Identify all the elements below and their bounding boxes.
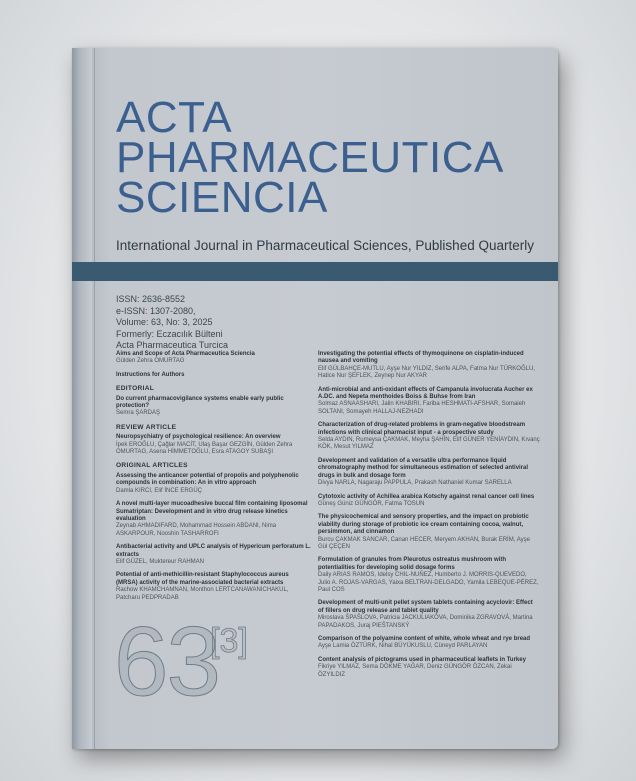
toc-entry-title: Development of multi-unit pellet system tablets containing acyclovir: Effect of fillers on drug release and tablet quality xyxy=(318,600,533,614)
toc-entry xyxy=(116,372,312,379)
toc-entry-title: Neuropsychiatry of psychological resilience: An overview xyxy=(116,434,281,441)
journal-title xyxy=(116,93,504,222)
toc-entry xyxy=(116,473,312,495)
toc-section-heading: ORIGINAL ARTICLES xyxy=(116,462,188,470)
toc-entry-authors: Gülden Zehra OMURTAG xyxy=(116,358,185,365)
toc-entry-title: Assessing the anticancer potential of propolis and polyphenolic compounds in combination: An in vitro approach xyxy=(116,472,299,487)
toc-entry xyxy=(318,494,540,509)
toc-entry xyxy=(318,514,540,551)
toc-entry xyxy=(116,572,312,602)
toc-entry-title: Comparison of the polyamine content of white, whole wheat and rye bread xyxy=(318,636,531,642)
eissn: e-ISSN: 1307-2080, xyxy=(116,305,196,316)
toc-entry xyxy=(318,600,540,630)
volume-info: Volume: 63, No: 3, 2025 xyxy=(116,317,213,327)
toc-entry-title: Potential of anti-methicillin-resistant Staphylococcus aureus (MRSA) activity of the marine-associated bacterial extracts xyxy=(116,572,289,586)
title-line-3: SCIENCIA xyxy=(116,173,328,222)
toc-entry-authors: Fikriye YILMAZ, Sema DÖKME YAĞAR, Deniz GÜNGÖR ÖZCAN, Zekai ÖZYILDIZ xyxy=(318,664,512,678)
title-line-2: PHARMACEUTICA xyxy=(116,133,504,182)
toc-entry xyxy=(318,351,540,381)
former-name: Acta Pharmaceutica Turcica xyxy=(116,340,229,350)
toc-entry-authors: Selda AYDIN, Rumeysa ÇAKMAK, Meyha ŞAHİN, Elif GÜNER YENİAYDIN, Kıvanç KÖK, Mesut YILMAZ xyxy=(318,437,540,451)
toc-entry-authors: Rachow KHAMCHAMNAN, Monthon LERTCANAWANICHAKUL, Patcharu PEDPRADAB xyxy=(116,587,289,601)
toc-entry-title: Cytotoxic activity of Achillea arabica Kotschy against renal cancer cell lines xyxy=(318,493,535,500)
toc-entry-title: Development and validation of a versatile ultra performance liquid chromatography method for simultaneous estimation of selected antiviral drugs in bulk and dosage form xyxy=(318,457,529,479)
issue-number: [3] xyxy=(210,622,248,660)
toc-entry xyxy=(116,396,312,418)
toc-entry-authors: Semra ŞARDAŞ xyxy=(116,410,161,417)
issn: ISSN: 2636-8552 xyxy=(116,294,186,304)
toc-entry-authors: Divya NARLA, Nagaraju PAPPULA, Prakash Nathaniel Kumar SARELLA xyxy=(318,480,512,487)
toc-entry xyxy=(116,501,312,538)
toc-entry-title: Formulation of granules from Pleurotus ostreatus mushroom with potentialities for developing solid dosage forms xyxy=(318,557,507,571)
toc-entry-authors: İpek EROĞLU, Çağlar MACİT, Ulaş Başar GEZGİN, Gülden Zehra OMURTAG, Asena HİMMETOĞLU, Esra ATAGOY SUBAŞI xyxy=(116,441,293,456)
toc-entry-title: A novel multi-layer mucoadhesive buccal film containing liposomal Sumatriptan: Development and in vitro drug release kinetics evaluation xyxy=(116,501,308,522)
toc-entry-authors: Zeynab AHMADIFARD, Mohammad Hossein ABDANI, Nima ASKARPOUR, Nooshin TASHARROFI xyxy=(116,523,277,537)
toc-entry-authors: Ayşe Lamia ÖZTÜRK, Nihal BÜYÜKUSLU, Cüneyd PARLAYAN xyxy=(318,643,488,650)
toc-entry-title: The physicochemical and sensory properties, and the impact on probiotic viability during storage of probiotic ice cream containing cocoa, walnut, persimmon, and cinnamon xyxy=(318,514,529,536)
toc-entry-authors: Miroslava ŠPAŠLOVA, Patricia JACKULIAKOVA, Dominika ZGRAVOVÁ, Martina PAPADAKOS, Juraj PIEŠTANSKÝ xyxy=(318,615,533,629)
toc-entry-title: Investigating the potential effects of thymoquinone on cisplatin-induced nausea and vomiting xyxy=(318,351,524,365)
toc-entry-title: Anti-microbial and anti-oxidant effects of Campanula involucrata Aucher ex A.DC. and Nepeta menthoides Boiss & Buhse from Iran xyxy=(318,386,533,401)
toc-entry-authors: Damla KIRCI, Elif İNCE ERGÜÇ xyxy=(116,487,203,494)
journal-subtitle: International Journal in Pharmaceutical Sciences, Published Quarterly xyxy=(116,238,534,253)
book-spine xyxy=(72,48,92,749)
toc-entry-authors: Burcu ÇAKMAK SANCAR, Canan HECER, Meryem AKHAN, Burak ERİM, Ayşe Gül ÇEÇEN xyxy=(318,536,530,550)
journal-cover xyxy=(72,48,558,749)
volume-number: 63 xyxy=(114,606,220,716)
toc-section-heading: EDITORIAL xyxy=(116,385,155,393)
toc-entry xyxy=(116,544,312,566)
toc-right-column xyxy=(318,351,540,685)
toc-entry xyxy=(318,458,540,488)
toc-entry-title: Content analysis of pictograms used in pharmaceutical leaflets in Turkey xyxy=(318,656,526,663)
toc-entry xyxy=(116,351,312,366)
toc-entry-authors: Güneş Güniz GÜNGÖR, Fatma TOSUN xyxy=(318,500,425,507)
toc-entry-authors: Daily ARIAS RAMOS, Idelsy CHIL-NUÑEZ, Humberto J. MORRIS-QUEVEDO, Julio A. ROJAS-VARGAS, Yaixa BELTRAN-DELGADO, Yamila LEBEQUE-PÉREZ, Paul COS xyxy=(318,572,539,593)
accent-band xyxy=(72,262,558,281)
toc-entry-title: Do current pharmacovigilance systems enable early public protection? xyxy=(116,395,284,410)
toc-entry-title: Instructions for Authors xyxy=(116,371,185,378)
toc-entry xyxy=(318,557,540,594)
toc-entry-title: Characterization of drug-related problems in gram-negative bloodstream infections with clinical pharmacist input - a prospective study xyxy=(318,422,526,436)
formerly: Formerly: Eczacılık Bülteni xyxy=(116,328,223,339)
toc-entry-title: Antibacterial activity and UPLC analysis of Hypericum perforatum L. extracts xyxy=(116,544,311,558)
toc-entry-authors: Elif GÜLBAHÇE-MUTLU, Ayşe Nur YILDIZ, Serife ALPA, Fatma Nur TÜRKOĞLU, Hatice Nur ŞEFLEK, Zeynep Nur AKYAR xyxy=(318,365,535,380)
toc-entry-authors: Elif GÜZEL, Muktereur RAHMAN xyxy=(116,558,205,565)
toc-entry-authors: Solmaz ASNAASHARI, Jalin KHABIRI, Fariba HESHMATI-AFSHAR, Somaieh SOLTANI, Somayeh HALLAJ-NEZHADI xyxy=(318,401,526,415)
publication-meta xyxy=(116,294,228,352)
toc-entry xyxy=(318,387,540,417)
toc-entry xyxy=(318,657,540,679)
spine-crease xyxy=(94,48,95,749)
toc-section-heading: REVIEW ARTICLE xyxy=(116,423,177,431)
toc-left-column xyxy=(116,351,312,608)
toc-entry xyxy=(318,636,540,651)
toc-entry xyxy=(318,422,540,452)
title-line-1: ACTA xyxy=(116,93,233,142)
toc-entry-title: Aims and Scope of Acta Pharmaceutica Sciencia xyxy=(116,351,255,357)
toc-entry xyxy=(116,434,312,456)
